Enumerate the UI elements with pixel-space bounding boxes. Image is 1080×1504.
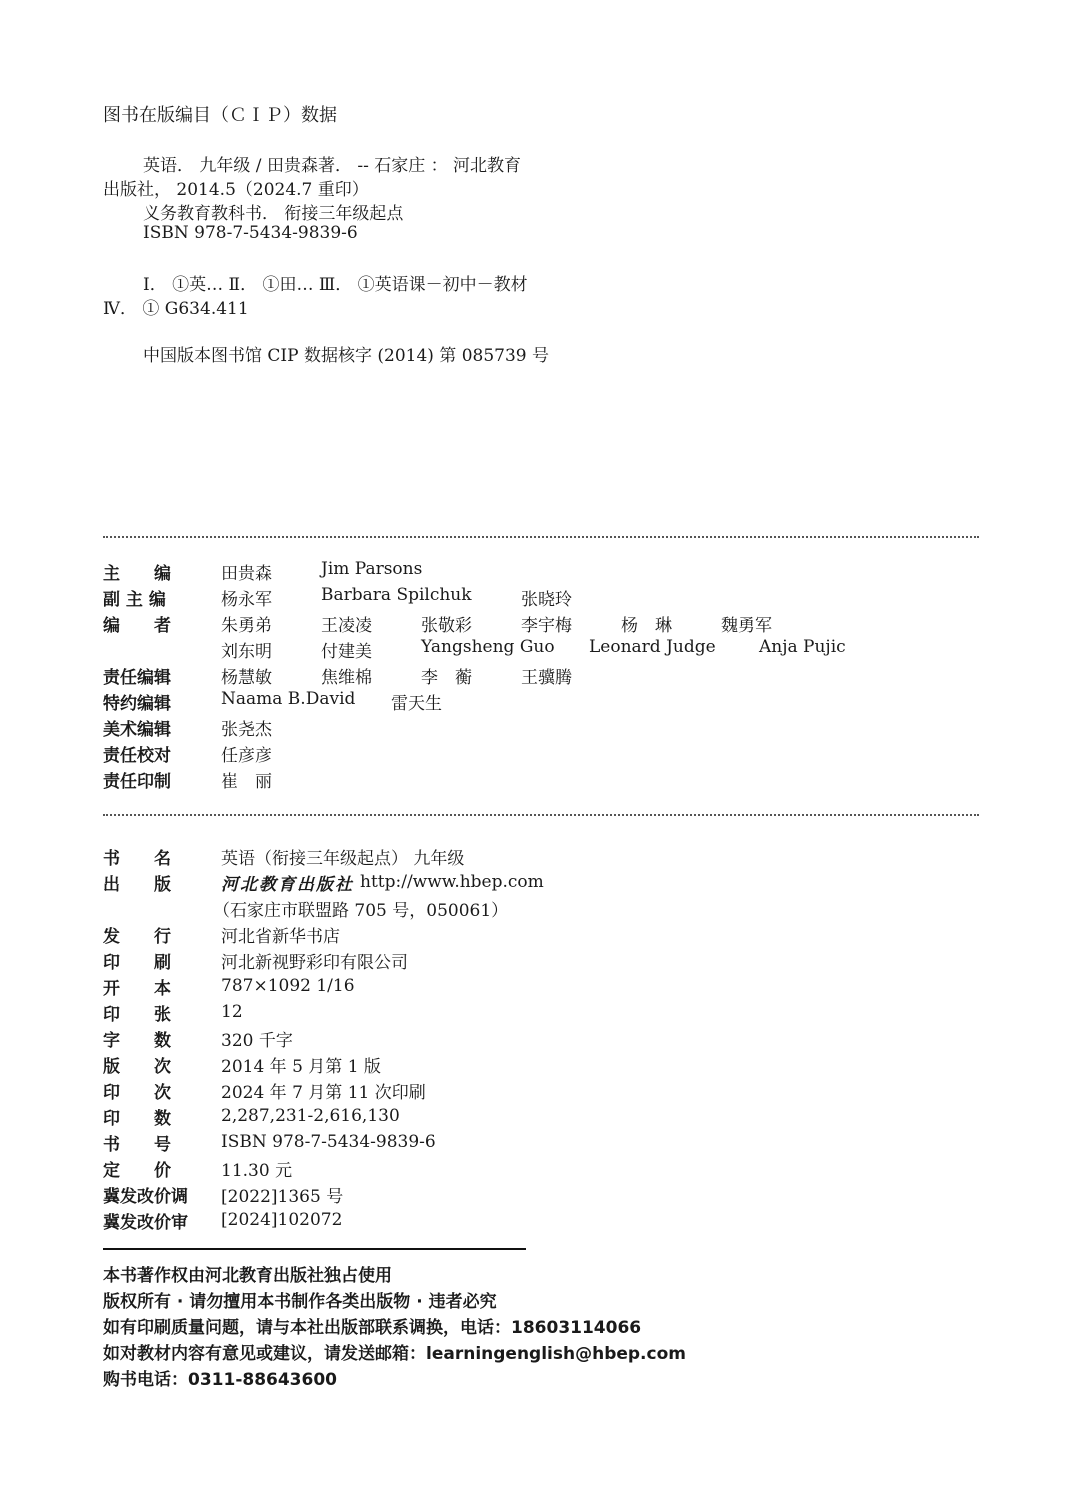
feedback-email-line: 如对教材内容有意见或建议，请发送邮箱：learningenglish@hbep.com [103, 1344, 686, 1364]
credit-name: 魏勇军 [721, 615, 772, 636]
credit-label: 特约编辑 [103, 693, 171, 714]
credit-name: 崔 丽 [221, 771, 272, 792]
dotted-divider-bottom [103, 814, 979, 816]
credit-name: Leonard Judge [589, 636, 716, 657]
dotted-divider-top [103, 536, 979, 538]
purchase-phone-line: 购书电话：0311-88643600 [103, 1370, 337, 1390]
info-label: 印 数 [103, 1108, 171, 1129]
rights-reserved-line: 版权所有 · 请勿擅用本书制作各类出版物 · 违者必究 [103, 1292, 497, 1312]
info-value: 11.30 元 [221, 1160, 293, 1181]
credit-name: 杨永军 [221, 589, 272, 610]
credit-name: 任彦彦 [221, 745, 272, 766]
credit-label: 责任编辑 [103, 667, 171, 688]
info-label: 定 价 [103, 1160, 171, 1181]
credit-label: 主 编 [103, 563, 171, 584]
info-label: 印 次 [103, 1082, 171, 1103]
cip-line-7: 中国版本图书馆 CIP 数据核字 (2014) 第 085739 号 [143, 346, 550, 366]
info-label: 印 刷 [103, 952, 171, 973]
credit-name: 田贵森 [221, 563, 272, 584]
credit-name: Naama B.David [221, 688, 356, 709]
info-row [103, 1181, 343, 1207]
info-value: 2014 年 5 月第 1 版 [221, 1056, 381, 1077]
credit-name: 朱勇弟 [221, 615, 272, 636]
credit-name: 付建美 [321, 641, 372, 662]
credit-name: 雷天生 [391, 693, 442, 714]
credit-row-art-editor [103, 714, 272, 740]
info-row [103, 999, 243, 1025]
credit-name: Yangsheng Guo [421, 636, 555, 657]
credit-label: 编 者 [103, 615, 171, 636]
credit-label: 副 主 编 [103, 589, 166, 610]
info-row [103, 921, 340, 947]
credit-name: Jim Parsons [321, 558, 423, 579]
credit-row-responsible-editor [103, 662, 572, 688]
credit-name: 李宇梅 [521, 615, 572, 636]
info-value: 12 [221, 1002, 243, 1022]
credit-name: 杨慧敏 [221, 667, 272, 688]
info-label: 开 本 [103, 978, 171, 999]
credit-name: 王凌凌 [321, 615, 372, 636]
publisher-address: （石家庄市联盟路 705 号，050061） [213, 900, 509, 921]
credit-row-authors-2 [103, 636, 846, 662]
info-value: ISBN 978-7-5434-9839-6 [221, 1132, 436, 1152]
info-label: 印 张 [103, 1004, 171, 1025]
info-row-publisher [103, 869, 544, 895]
cip-line-6: Ⅳ． ① G634.411 [103, 299, 249, 319]
info-value: 787×1092 1/16 [221, 976, 355, 996]
info-value: 河北新视野彩印有限公司 [221, 952, 408, 973]
info-label: 书 名 [103, 848, 171, 869]
info-label: 冀发改价调 [103, 1186, 188, 1207]
info-label: 出 版 [103, 874, 171, 895]
credit-row-authors [103, 610, 772, 636]
copyright-line: 本书著作权由河北教育出版社独占使用 [103, 1266, 392, 1286]
info-label: 冀发改价审 [103, 1212, 188, 1233]
credit-row-special-editor [103, 688, 442, 714]
info-value: 2024 年 7 月第 11 次印刷 [221, 1082, 426, 1103]
credit-name: 李 蘅 [421, 667, 472, 688]
info-label: 字 数 [103, 1030, 171, 1051]
info-value: 320 千字 [221, 1030, 293, 1051]
info-row [103, 1077, 426, 1103]
info-label: 书 号 [103, 1134, 171, 1155]
credit-row-deputy-editor [103, 584, 572, 610]
cip-line-3: 义务教育教科书． 衔接三年级起点 [143, 204, 404, 224]
info-row [103, 947, 408, 973]
credit-name: 张晓玲 [521, 589, 572, 610]
cip-title: 图书在版编目（ＣＩＰ）数据 [103, 105, 337, 126]
info-row [103, 973, 355, 999]
credit-label: 美术编辑 [103, 719, 171, 740]
publisher-logo: 河北教育出版社 [221, 874, 354, 895]
cip-line-1: 英语． 九年级 / 田贵森著． -- 石家庄 ： 河北教育 [143, 156, 522, 176]
info-row [103, 1129, 436, 1155]
credit-label: 责任印制 [103, 771, 171, 792]
info-row-title [103, 843, 464, 869]
info-label: 发 行 [103, 926, 171, 947]
info-value: 河北省新华书店 [221, 926, 340, 947]
credit-row-printing-supervisor [103, 766, 272, 792]
credit-name: 刘东明 [221, 641, 272, 662]
info-row [103, 1051, 381, 1077]
info-label: 版 次 [103, 1056, 171, 1077]
footer-rule [103, 1248, 526, 1250]
book-title-value: 英语（衔接三年级起点） 九年级 [221, 848, 465, 869]
publisher-url[interactable]: http://www.hbep.com [360, 872, 544, 892]
info-row [103, 1025, 293, 1051]
credit-name: Anja Pujic [759, 636, 846, 657]
credit-name: Barbara Spilchuk [321, 584, 472, 605]
credit-name: 杨 琳 [621, 615, 672, 636]
cip-line-2: 出版社， 2014.5（2024.7 重印） [103, 180, 369, 200]
credit-name: 张敬彩 [421, 615, 472, 636]
info-value: 2,287,231-2,616,130 [221, 1106, 400, 1126]
info-value: [2024]102072 [221, 1210, 343, 1230]
cip-line-5: Ⅰ． ①英… Ⅱ． ①田… Ⅲ． ①英语课－初中－教材 [143, 275, 528, 295]
credit-name: 焦维棉 [321, 667, 372, 688]
credit-row-proofreader [103, 740, 272, 766]
cip-line-4: ISBN 978-7-5434-9839-6 [143, 223, 358, 243]
credit-name: 王骥腾 [521, 667, 572, 688]
credit-row-chief-editor [103, 558, 422, 584]
info-row [103, 1103, 400, 1129]
info-value: [2022]1365 号 [221, 1186, 344, 1207]
info-row-address [213, 895, 508, 921]
quality-contact-line: 如有印刷质量问题，请与本社出版部联系调换，电话：18603114066 [103, 1318, 642, 1338]
credit-label: 责任校对 [103, 745, 171, 766]
credit-name: 张尧杰 [221, 719, 272, 740]
info-row [103, 1207, 342, 1233]
info-row [103, 1155, 292, 1181]
